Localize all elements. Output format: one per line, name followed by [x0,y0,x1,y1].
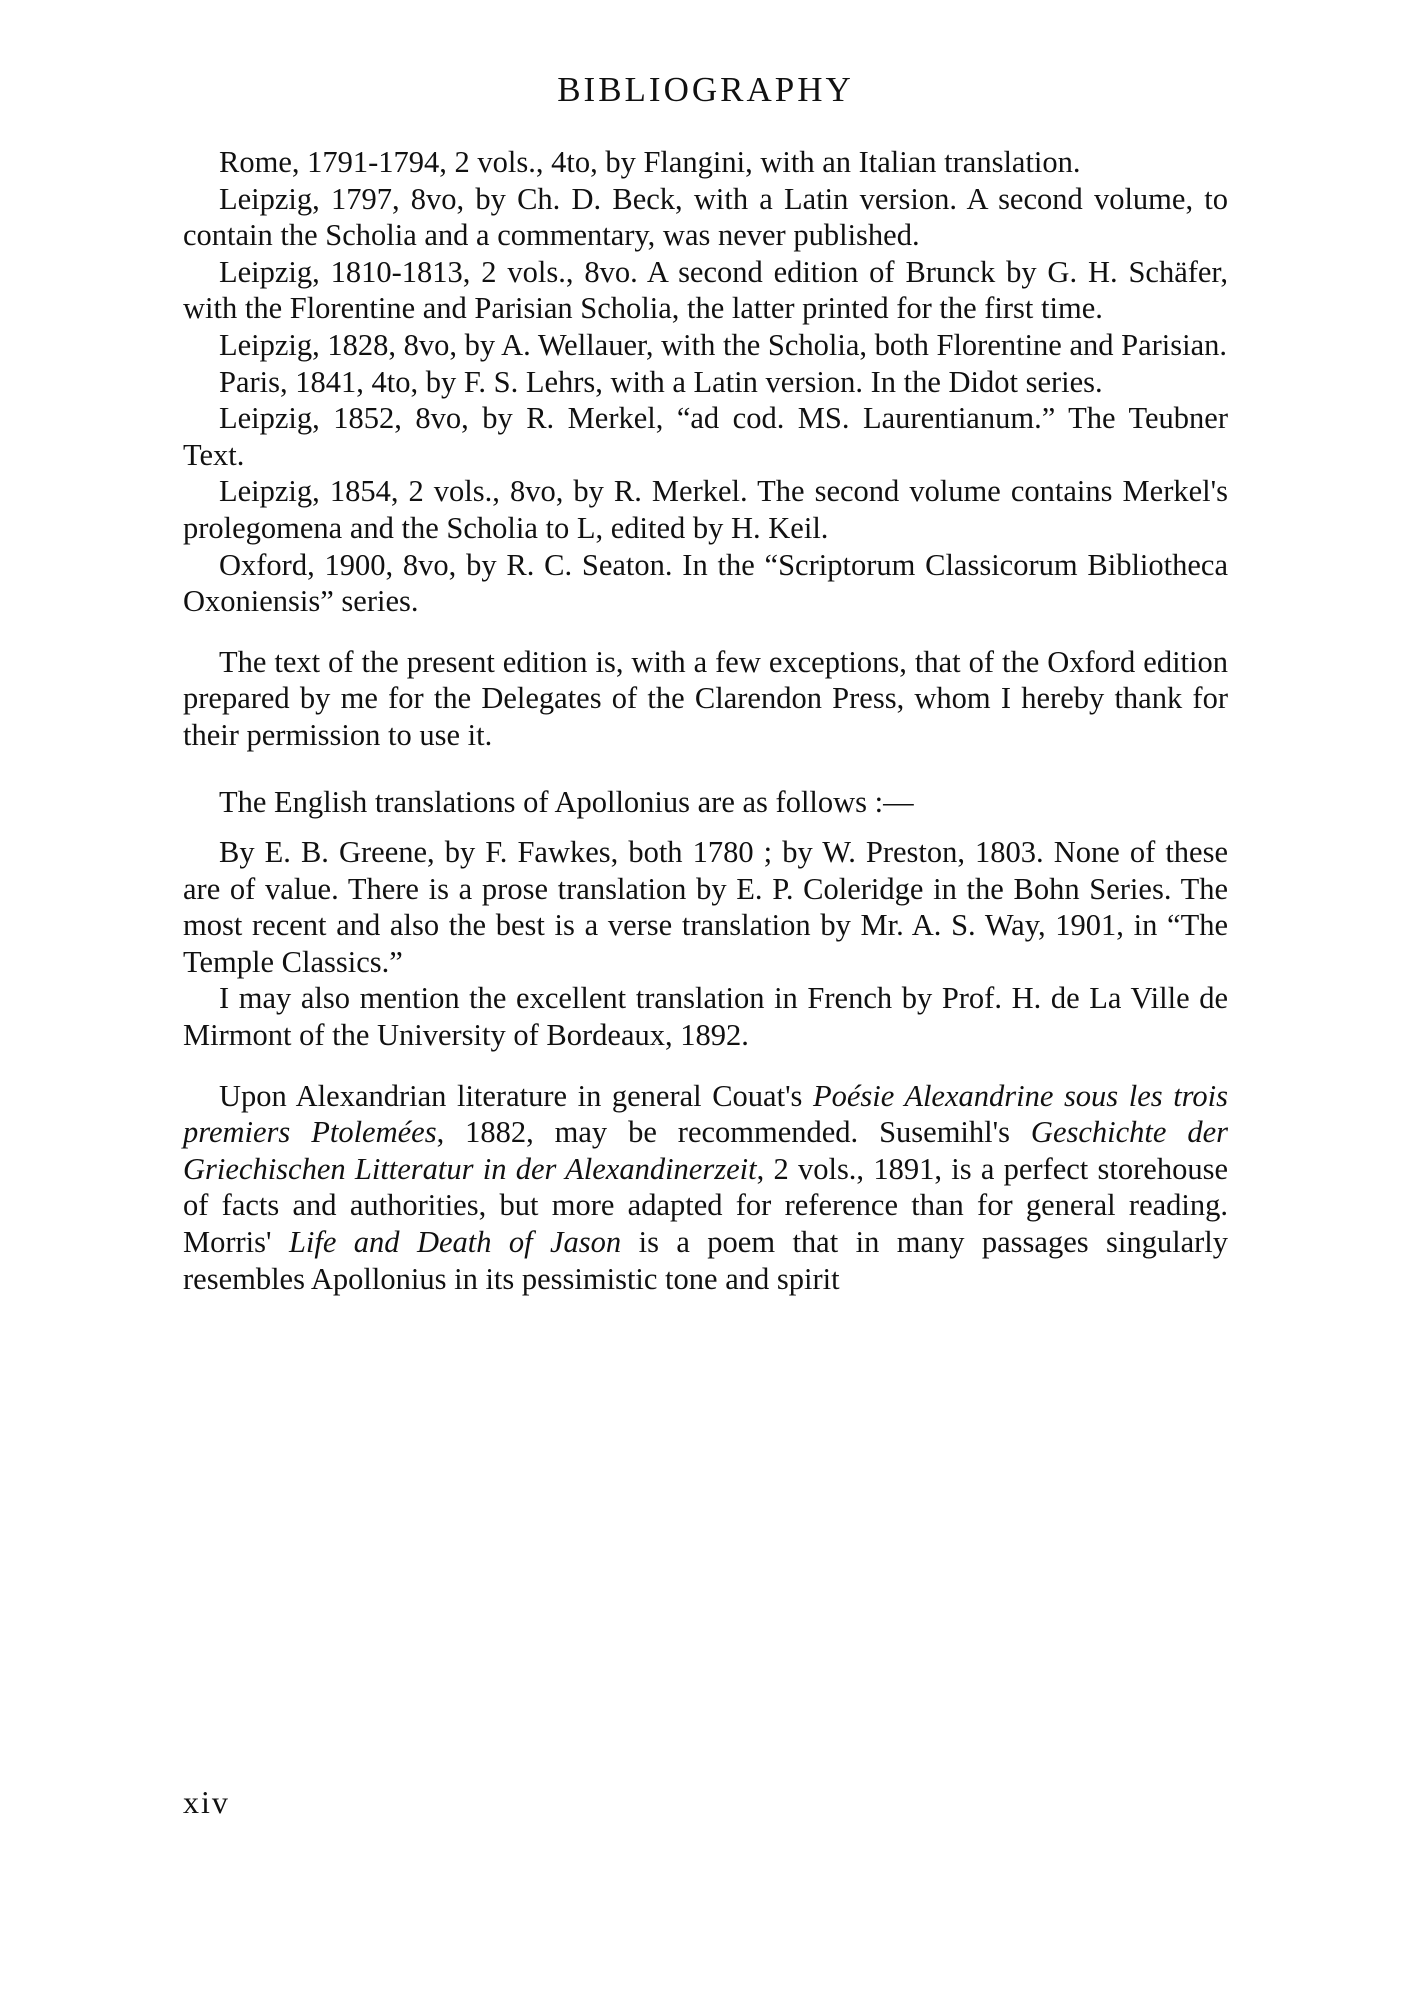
translations-intro: The English translations of Apollonius are as follows :— [219,784,914,819]
english-translations-paragraph: By E. B. Greene, by F. Fawkes, both 1780 ; by W. Preston, 1803. None of these are of value. There is a prose translation by E. P. Coleridge in the Bohn Series. The most recent and also the best is a verse translation by Mr. A. S. Way, 1901, in “The Temple Classics.” [183,835,1228,979]
literature-text-1: Upon Alexandrian literature in general Couat's [219,1078,813,1113]
edition-entry: Leipzig, 1810-1813, 2 vols., 8vo. A second edition of Brunck by G. H. Schäfer, with the Florentine and Parisian Scholia, the latter printed for the first time. [183,254,1228,326]
literature-text-2: , 1882, may be recommended. Susemihl's [436,1115,1031,1150]
page-content [183,70,1228,1297]
book-title-couat: Poésie Alexandrine sous les trois premiers Ptolemées [183,1078,1229,1150]
edition-entry: Paris, 1841, 4to, by F. S. Lehrs, with a Latin version. In the Didot series. [219,364,1103,399]
present-edition-paragraph: The text of the present edition is, with a few exceptions, that of the Oxford edition prepared by me for the Delegates of the Clarendon Press, whom I hereby thank for their permission to use it. [183,644,1228,752]
edition-entry: Leipzig, 1797, 8vo, by Ch. D. Beck, with a Latin version. A second volume, to contain the Scholia and a commentary, was never published. [183,181,1228,253]
edition-entry: Rome, 1791-1794, 2 vols., 4to, by Flangini, with an Italian translation. [219,145,1081,179]
editions-list [183,144,1228,620]
edition-entry: Oxford, 1900, 8vo, by R. C. Seaton. In the “Scriptorum Classicorum Bibliotheca Oxoniensis” series. [183,547,1228,619]
edition-entry: Leipzig, 1854, 2 vols., 8vo, by R. Merkel. The second volume contains Merkel's prolegomena and the Scholia to L, edited by H. Keil. [183,474,1228,545]
french-translation-paragraph: I may also mention the excellent translation in French by Prof. H. de La Ville de Mirmont of the University of Bordeaux, 1892. [183,981,1228,1053]
book-title-susemihl: Geschichte der Griechischen Litteratur in der Alexandinerzeit [183,1115,1228,1186]
literature-text-3: , 2 vols., 1891, is a perfect storehouse of facts and authorities, but more adapted for reference than for general reading. Morris' [183,1151,1228,1260]
literature-section [183,1078,1228,1298]
running-head: BIBLIOGRAPHY [557,70,854,109]
literature-text-4: is a poem that in many passages singularly resembles Apollonius in its pessimistic tone and spirit [183,1225,1228,1296]
translations-section [183,784,1228,1054]
edition-entry: Leipzig, 1828, 8vo, by A. Wellauer, with the Scholia, both Florentine and Parisian. [219,327,1228,362]
book-title-morris: Life and Death of Jason [288,1225,622,1260]
literature-paragraph [183,1078,1228,1298]
present-edition-section [183,644,1228,754]
page-number: xiv [183,1784,230,1820]
edition-entry: Leipzig, 1852, 8vo, by R. Merkel, “ad cod. MS. Laurentianum.” The Teubner Text. [183,401,1228,472]
